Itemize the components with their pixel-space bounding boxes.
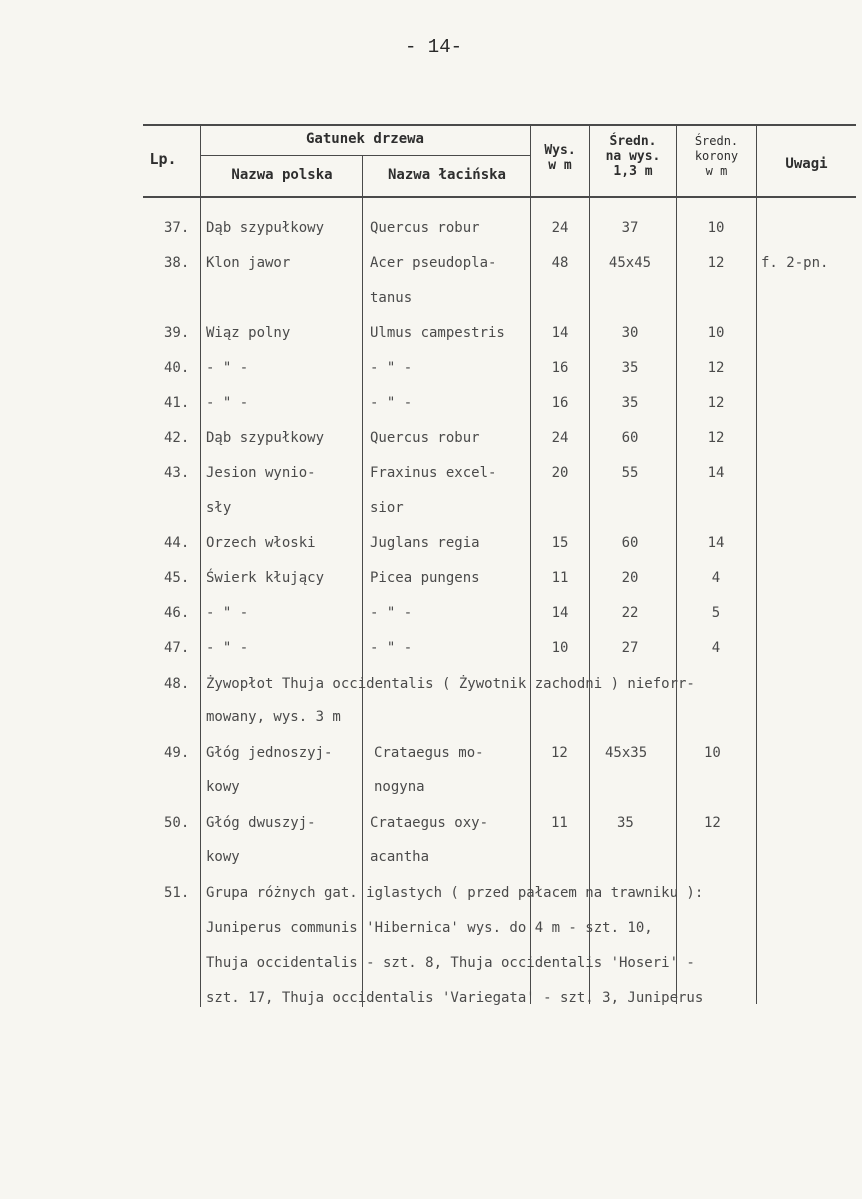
row-srednica: 35 xyxy=(621,395,639,411)
row-49-polska-1: Głóg jednoszyj- xyxy=(206,745,333,761)
row-lp: 39. xyxy=(164,325,190,341)
row-lp: 40. xyxy=(164,360,190,376)
row-nazwa-lacinska: Fraxinus excel- xyxy=(370,465,497,481)
row-nazwa-lacinska: Juglans regia xyxy=(370,535,480,551)
row-lp: 41. xyxy=(164,395,190,411)
row-nazwa-polska: Świerk kłujący xyxy=(206,570,325,586)
row-wysokosc: 15 xyxy=(551,535,569,551)
row-srednica: 20 xyxy=(621,570,639,586)
row-srednica: 60 xyxy=(621,535,639,551)
row-49-korona: 10 xyxy=(704,745,721,761)
row-wysokosc: 48 xyxy=(551,255,569,271)
row-50-lacinska-2: acantha xyxy=(370,849,430,865)
row-nazwa-polska: Wiąz polny xyxy=(206,325,291,341)
row-49-sredn: 45x35 xyxy=(605,745,648,761)
header-sredn-line3: 1,3 m xyxy=(613,164,653,179)
row-49-lacinska-1: Crataegus mo- xyxy=(374,745,484,761)
row-uwagi: f. 2-pn. xyxy=(761,255,829,271)
column-rule-lp xyxy=(200,124,201,1007)
row-lp: 47. xyxy=(164,640,190,656)
row-korona: 10 xyxy=(707,325,725,341)
row-50-wys: 11 xyxy=(551,815,568,831)
row-50-lp: 50. xyxy=(164,815,190,831)
row-nazwa-polska: sły xyxy=(206,500,232,516)
row-48-line1: Żywopłot Thuja occidentalis ( Żywotnik zachodni ) nieforr- xyxy=(206,676,695,692)
row-nazwa-polska: Klon jawor xyxy=(206,255,291,271)
header-korona xyxy=(677,134,756,179)
row-srednica: 60 xyxy=(621,430,639,446)
header-sredn-line2: na wys. xyxy=(605,149,661,164)
table-top-rule xyxy=(143,124,856,126)
header-nazwa-polska: Nazwa polska xyxy=(231,167,333,183)
row-nazwa-lacinska: Picea pungens xyxy=(370,570,480,586)
row-51-line1: Grupa różnych gat. iglastych ( przed pałacem na trawniku ): xyxy=(206,885,704,901)
row-korona: 4 xyxy=(711,640,721,656)
row-51-line2: Juniperus communis 'Hibernica' wys. do 4 m - szt. 10, xyxy=(206,920,653,936)
row-50-sredn: 35 xyxy=(617,815,634,831)
row-lp: 44. xyxy=(164,535,190,551)
row-srednica: 37 xyxy=(621,220,639,236)
header-uwagi: Uwagi xyxy=(785,156,828,172)
row-korona: 14 xyxy=(707,465,725,481)
row-srednica: 35 xyxy=(621,360,639,376)
table-header-mid-rule xyxy=(200,155,530,156)
row-49-wys: 12 xyxy=(551,745,568,761)
row-srednica: 55 xyxy=(621,465,639,481)
row-51-line3: Thuja occidentalis - szt. 8, Thuja occidentalis 'Hoseri' - xyxy=(206,955,695,971)
row-nazwa-polska: Dąb szypułkowy xyxy=(206,220,325,236)
row-48-lp: 48. xyxy=(164,676,190,692)
row-nazwa-lacinska: tanus xyxy=(370,290,413,306)
header-gatunek: Gatunek drzewa xyxy=(305,131,424,147)
row-nazwa-polska: - " - xyxy=(206,640,249,656)
row-wysokosc: 20 xyxy=(551,465,569,481)
header-wys xyxy=(531,143,589,173)
row-nazwa-polska: Orzech włoski xyxy=(206,535,316,551)
row-nazwa-lacinska: - " - xyxy=(370,395,413,411)
row-48-line2: mowany, wys. 3 m xyxy=(206,709,341,725)
row-nazwa-polska: - " - xyxy=(206,605,249,621)
row-lp: 37. xyxy=(164,220,190,236)
header-nazwa-lacinska: Nazwa łacińska xyxy=(387,167,506,183)
row-korona: 12 xyxy=(707,360,725,376)
row-nazwa-polska: - " - xyxy=(206,395,249,411)
row-lp: 42. xyxy=(164,430,190,446)
header-korona-line1: Średn. xyxy=(694,134,739,148)
header-wys-line1: Wys. xyxy=(544,143,576,158)
row-50-polska-2: kowy xyxy=(206,849,240,865)
row-wysokosc: 24 xyxy=(551,430,569,446)
row-wysokosc: 10 xyxy=(551,640,569,656)
row-korona: 5 xyxy=(711,605,721,621)
row-nazwa-lacinska: sior xyxy=(370,500,404,516)
row-wysokosc: 24 xyxy=(551,220,569,236)
header-korona-line2: korony xyxy=(694,149,739,163)
page-number: - 14- xyxy=(405,36,463,58)
row-korona: 12 xyxy=(707,395,725,411)
row-nazwa-lacinska: - " - xyxy=(370,605,413,621)
header-sredn xyxy=(590,134,676,179)
column-rule-korona xyxy=(756,124,757,1004)
row-lp: 45. xyxy=(164,570,190,586)
row-nazwa-polska: Dąb szypułkowy xyxy=(206,430,325,446)
row-lp: 46. xyxy=(164,605,190,621)
row-50-lacinska-1: Crataegus oxy- xyxy=(370,815,489,831)
row-nazwa-polska: - " - xyxy=(206,360,249,376)
header-wys-line2: w m xyxy=(548,158,572,173)
row-nazwa-lacinska: - " - xyxy=(370,360,413,376)
row-nazwa-lacinska: Acer pseudopla- xyxy=(370,255,497,271)
row-korona: 12 xyxy=(707,430,725,446)
row-nazwa-lacinska: Ulmus campestris xyxy=(370,325,505,341)
row-nazwa-lacinska: Quercus robur xyxy=(370,430,480,446)
row-korona: 4 xyxy=(711,570,721,586)
column-rule-polska xyxy=(362,155,363,1007)
table-header-bottom-rule xyxy=(143,196,856,198)
row-49-lp: 49. xyxy=(164,745,190,761)
row-lp: 43. xyxy=(164,465,190,481)
row-50-polska-1: Głóg dwuszyj- xyxy=(206,815,316,831)
row-srednica: 30 xyxy=(621,325,639,341)
row-wysokosc: 11 xyxy=(551,570,569,586)
row-korona: 10 xyxy=(707,220,725,236)
row-50-korona: 12 xyxy=(704,815,721,831)
row-nazwa-polska: Jesion wynio- xyxy=(206,465,316,481)
row-srednica: 27 xyxy=(621,640,639,656)
header-lp: Lp. xyxy=(149,150,177,168)
row-51-lp: 51. xyxy=(164,885,190,901)
row-nazwa-lacinska: - " - xyxy=(370,640,413,656)
row-korona: 14 xyxy=(707,535,725,551)
row-lp: 38. xyxy=(164,255,190,271)
row-nazwa-lacinska: Quercus robur xyxy=(370,220,480,236)
row-wysokosc: 14 xyxy=(551,325,569,341)
row-wysokosc: 16 xyxy=(551,360,569,376)
row-wysokosc: 14 xyxy=(551,605,569,621)
row-49-polska-2: kowy xyxy=(206,779,240,795)
row-srednica: 45x45 xyxy=(608,255,652,271)
row-srednica: 22 xyxy=(621,605,639,621)
row-51-line4: szt. 17, Thuja occidentalis 'Variegata' - szt. 3, Juniperus xyxy=(206,990,704,1006)
row-49-lacinska-2: nogyna xyxy=(374,779,425,795)
header-sredn-line1: Średn. xyxy=(609,134,657,149)
header-korona-line3: w m xyxy=(705,164,728,178)
row-wysokosc: 16 xyxy=(551,395,569,411)
row-korona: 12 xyxy=(707,255,725,271)
